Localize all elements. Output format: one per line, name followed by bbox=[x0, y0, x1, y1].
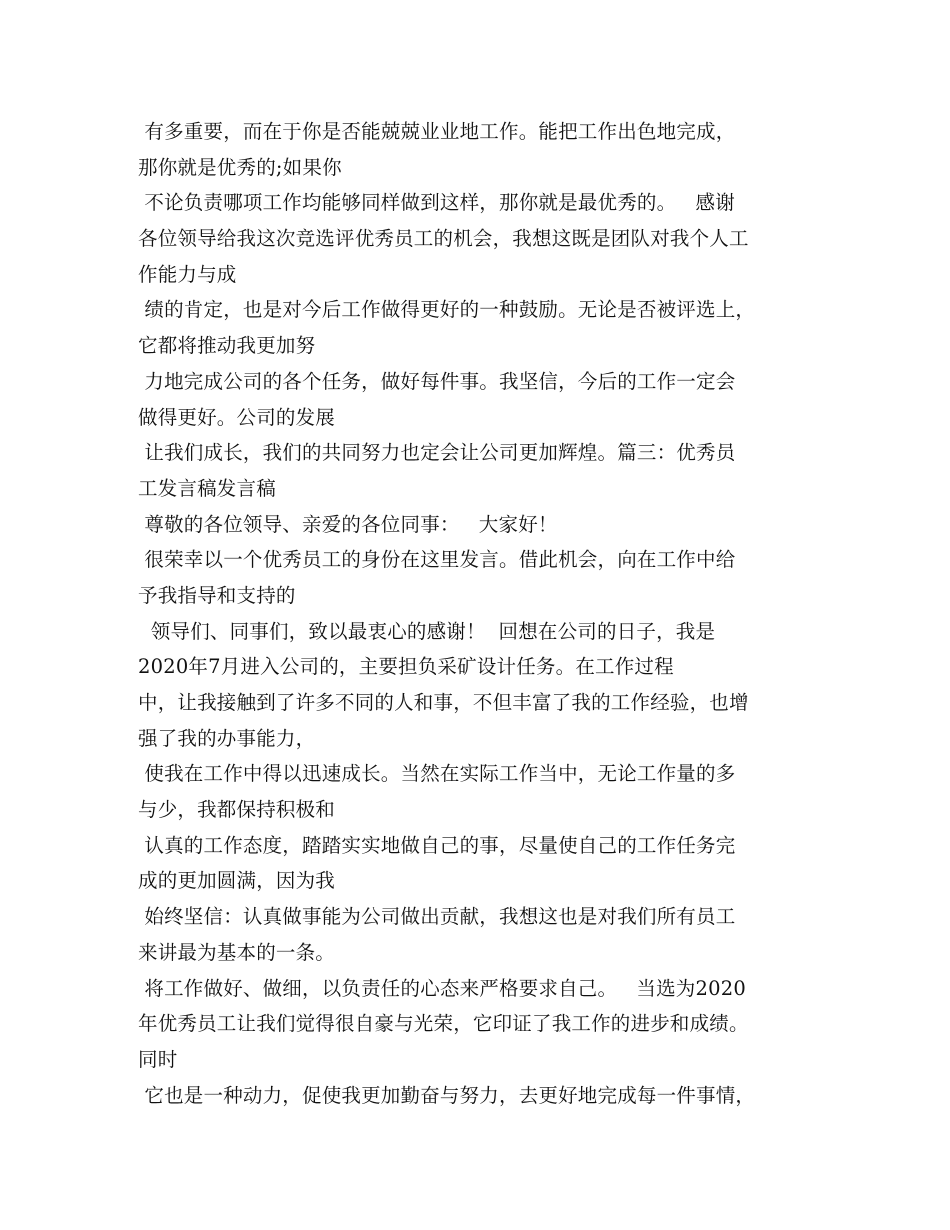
text-line: 它也是一种动力，促使我更加勤奋与努力，去更好地完成每一件事情， bbox=[138, 1083, 756, 1107]
text-line: 将工作做好、做细，以负责任的心态来严格要求自己。 当选为2020 bbox=[138, 976, 746, 1000]
text-line: 与少，我都保持积极和 bbox=[138, 798, 336, 822]
text-line: 予我指导和支持的 bbox=[138, 583, 296, 607]
text-line: 中，让我接触到了许多不同的人和事，不但丰富了我的工作经验，也增 bbox=[138, 691, 749, 714]
text-line: 始终坚信：认真做事能为公司做出贡献，我想这也是对我们所有员工 bbox=[138, 905, 736, 929]
text-line: 很荣幸以一个优秀员工的身份在这里发言。借此机会，向在工作中给 bbox=[138, 548, 736, 572]
text-line: 工发言稿发言稿 bbox=[138, 476, 276, 500]
text-line: 认真的工作态度，踏踏实实地做自己的事，尽量使自己的工作任务完 bbox=[138, 833, 736, 857]
text-line: 做得更好。公司的发展 bbox=[138, 405, 336, 429]
text-line: 绩的肯定，也是对今后工作做得更好的一种鼓励。无论是否被评选上， bbox=[138, 298, 756, 322]
text-line: 让我们成长，我们的共同努力也定会让公司更加辉煌。篇三：优秀员 bbox=[138, 441, 736, 465]
text-line: 作能力与成 bbox=[138, 262, 237, 286]
text-line: 那你就是优秀的;如果你 bbox=[138, 155, 342, 179]
text-line: 各位领导给我这次竞选评优秀员工的机会，我想这既是团队对我个人工 bbox=[138, 227, 749, 251]
text-line: 来讲最为基本的一条。 bbox=[138, 940, 336, 964]
text-line: 不论负责哪项工作均能够同样做到这样，那你就是最优秀的。 感谢 bbox=[138, 191, 735, 215]
text-line: 力地完成公司的各个任务，做好每件事。我坚信，今后的工作一定会 bbox=[138, 369, 736, 393]
text-line: 强了我的办事能力， bbox=[138, 726, 316, 750]
document-body bbox=[138, 114, 828, 1113]
text-line: 有多重要，而在于你是否能兢兢业业地工作。能把工作出色地完成， bbox=[138, 120, 736, 143]
text-line: 同时 bbox=[138, 1047, 178, 1071]
text-line: 尊敬的各位领导、亲爱的各位同事： 大家好！ bbox=[138, 512, 558, 536]
text-line: 它都将推动我更加努 bbox=[138, 334, 316, 358]
text-line: 2020年7月进入公司的，主要担负采矿设计任务。在工作过程 bbox=[138, 655, 674, 679]
text-line: 成的更加圆满，因为我 bbox=[138, 869, 336, 893]
text-line: 领导们、同事们，致以最衷心的感谢！ 回想在公司的日子，我是 bbox=[138, 619, 716, 643]
text-line: 年优秀员工让我们觉得很自豪与光荣，它印证了我工作的进步和成绩。 bbox=[138, 1012, 749, 1036]
text-line: 使我在工作中得以迅速成长。当然在实际工作当中，无论工作量的多 bbox=[138, 762, 736, 786]
